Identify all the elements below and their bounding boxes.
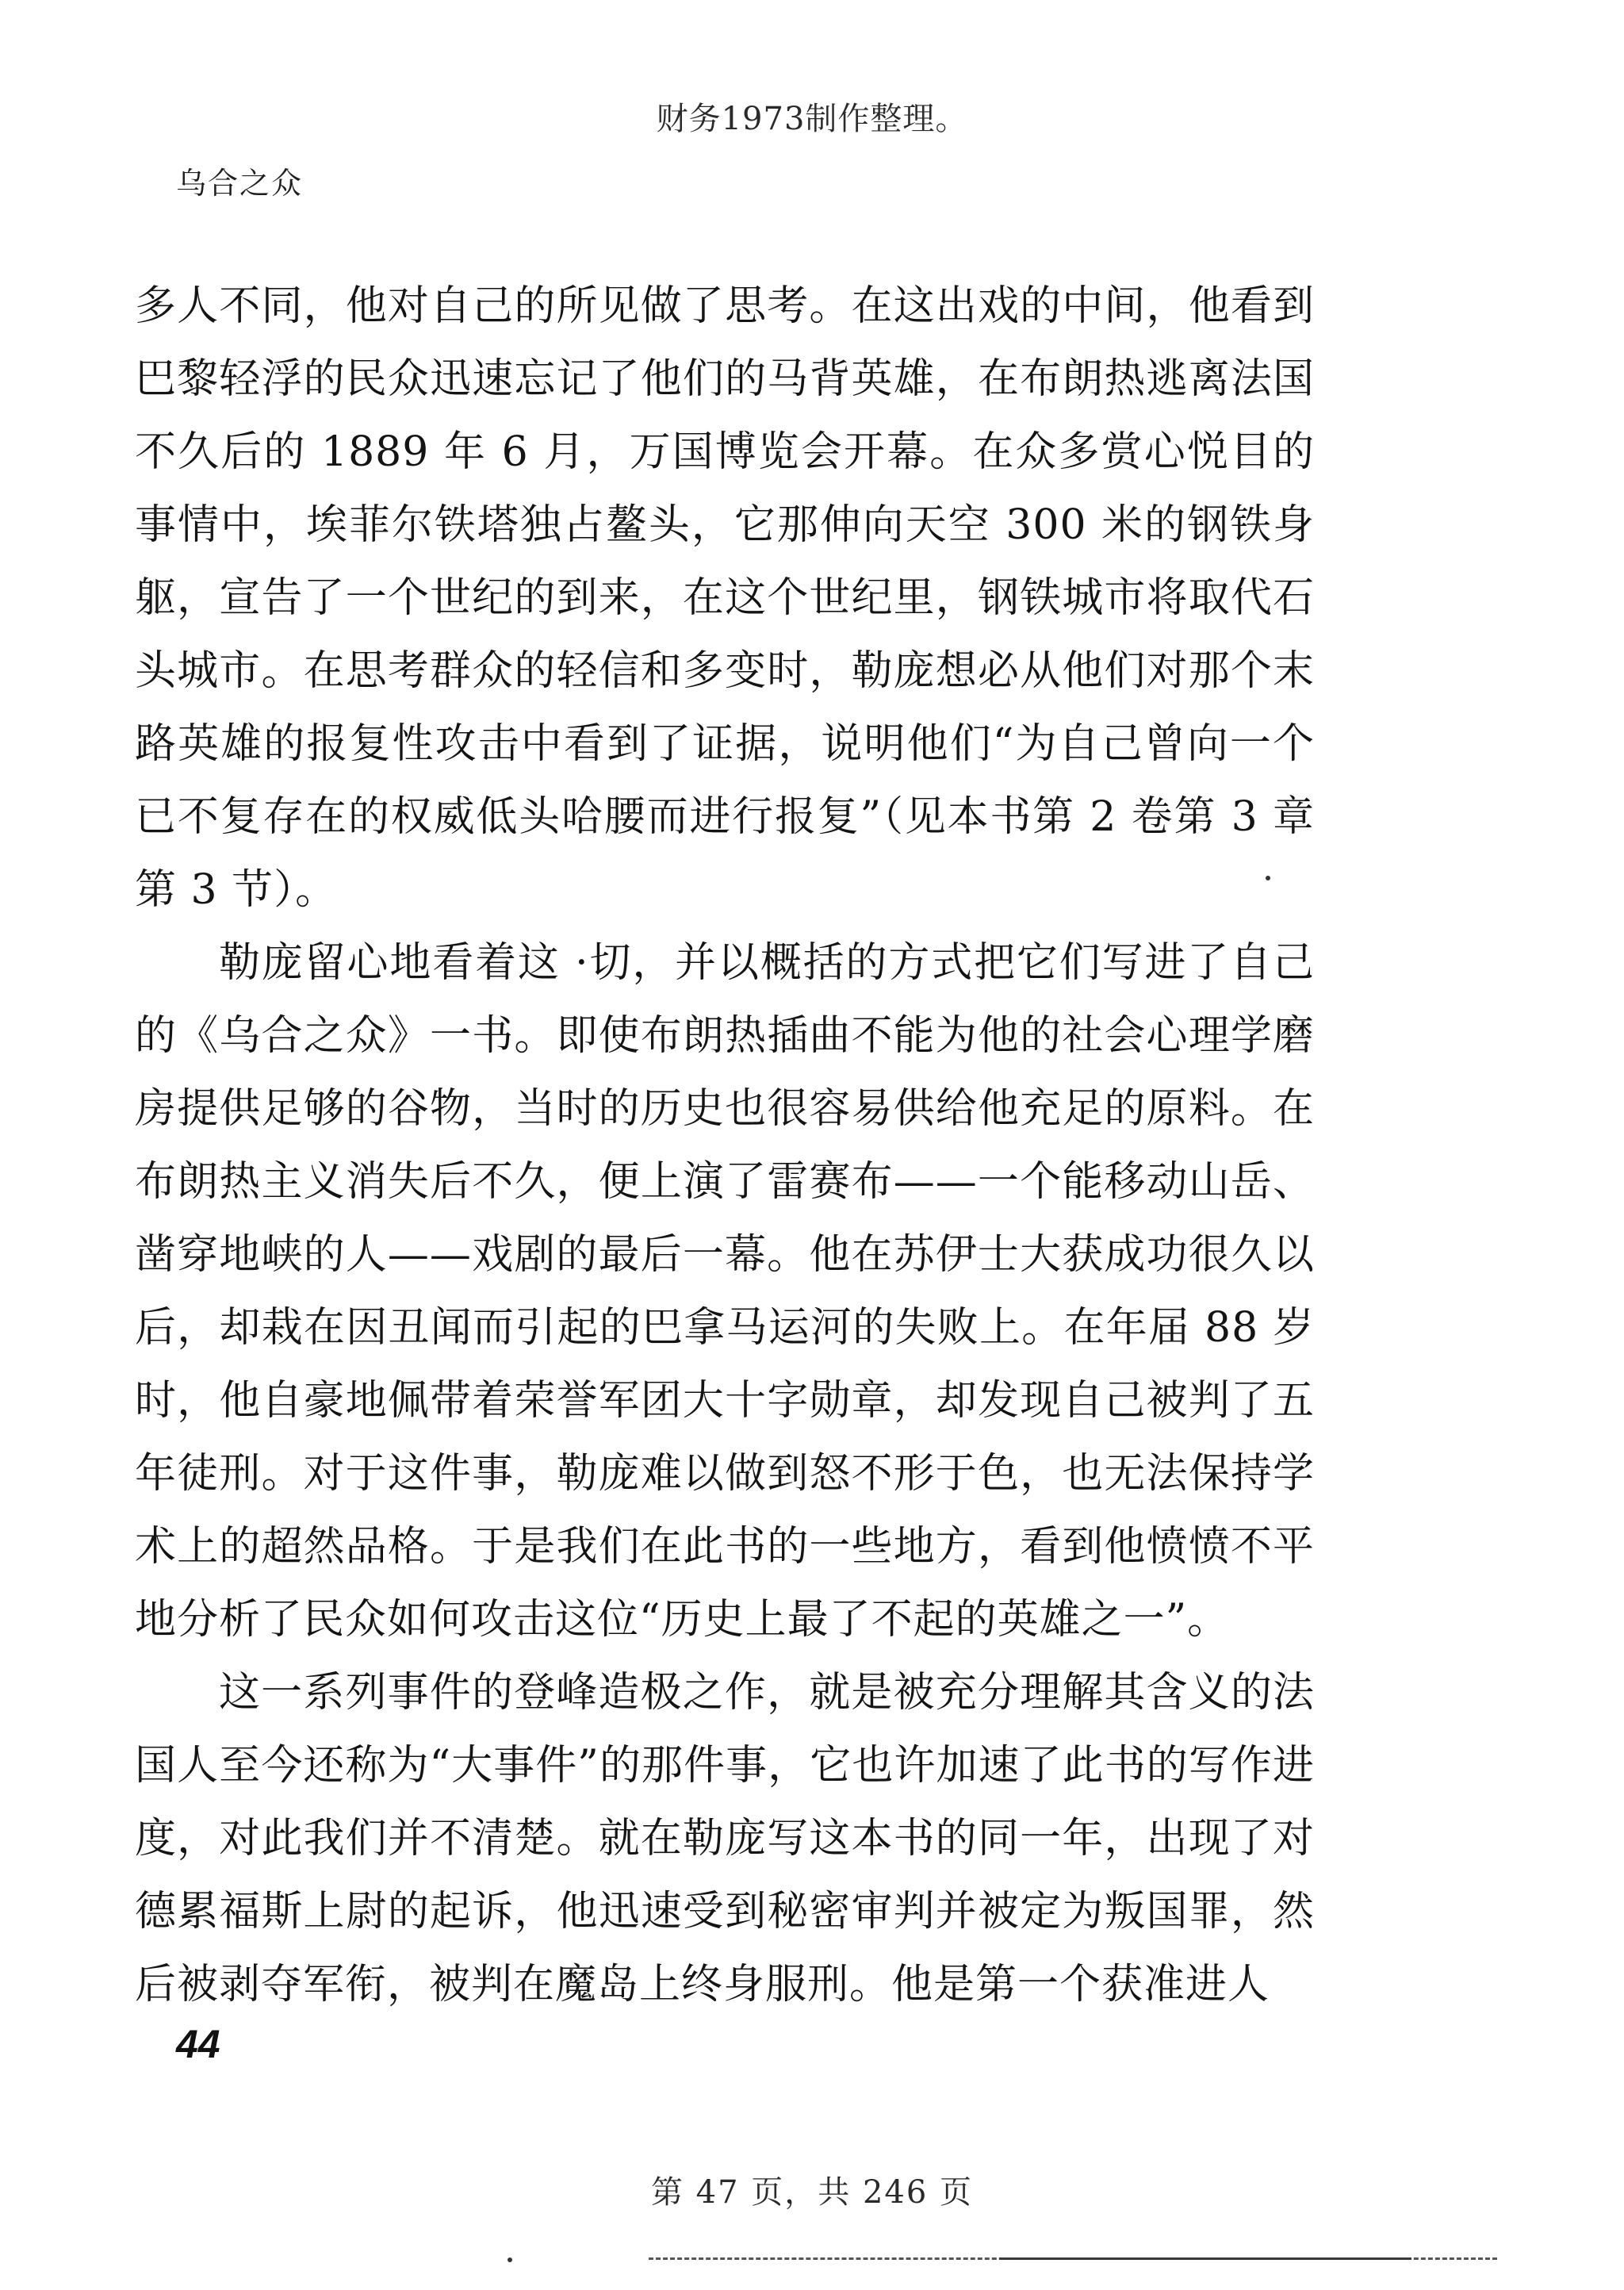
page-number: 44 bbox=[176, 2022, 220, 2066]
paragraph: 勒庞留心地看着这 ·切，并以概括的方式把它们写进了自己的《乌合之众》一书。即使布朗热插曲不能为他的社会心理学磨房提供足够的谷物，当时的历史也很容易供给他充足的原料。在布朗热主义消失后不久，便上演了雷赛布——一个能移动山岳、凿穿地峡的人——戏剧的最后一幕。他在苏伊士大获成功很久以后，却栽在因丑闻而引起的巴拿马运河的失败上。在年届 88 岁时，他自豪地佩带着荣誉军团大十字勋章，却发现自己被判了五年徒刑。对于这件事，勒庞难以做到怒不形于色，也无法保持学术上的超然品格。于是我们在此书的一些地方，看到他愤愤不平地分析了民众如何攻击这位“历史上最了不起的英雄之一”。 bbox=[135, 939, 1315, 1644]
scan-artifact-dot bbox=[508, 2257, 512, 2262]
running-head-title: 乌合之众 bbox=[176, 166, 304, 201]
paragraph: 这一系列事件的登峰造极之作，就是被充分理解其含义的法国人至今还称为“大事件”的那件事，它也许加速了此书的写作进度，对此我们并不清楚。就在勒庞写这本书的同一年，出现了对德累福斯上尉的起诉，他迅速受到秘密审判并被定为叛国罪，然后被剥夺军衔，被判在魔岛上终身服刑。他是第一个获准进人 bbox=[135, 1669, 1315, 2008]
page-position-indicator: 第 47 页，共 246 页 bbox=[650, 2174, 974, 2211]
scan-artifact-dot bbox=[1266, 876, 1270, 880]
body-text bbox=[135, 270, 1315, 2021]
scan-artifact-rule-solid bbox=[999, 2257, 1411, 2260]
watermark-text: 财务1973制作整理。 bbox=[656, 101, 968, 137]
paragraph-continued: 多人不同，他对自己的所见做了思考。在这出戏的中间，他看到巴黎轻浮的民众迅速忘记了他们的马背英雄，在布朗热逃离法国不久后的 1889 年 6 月，万国博览会开幕。在众多赏心悦目的事情中，埃菲尔铁塔独占鳌头，它那伸向天空 300 米的钢铁身躯，宣告了一个世纪的到来，在这个世纪里，钢铁城市将取代石头城市。在思考群众的轻信和多变时，勒庞想必从他们对那个末路英雄的报复性攻击中看到了证据，说明他们“为自己曾向一个已不复存在的权威低头哈腰而进行报复”（见本书第 2 卷第 3 章第 3 节）。 bbox=[135, 282, 1315, 914]
